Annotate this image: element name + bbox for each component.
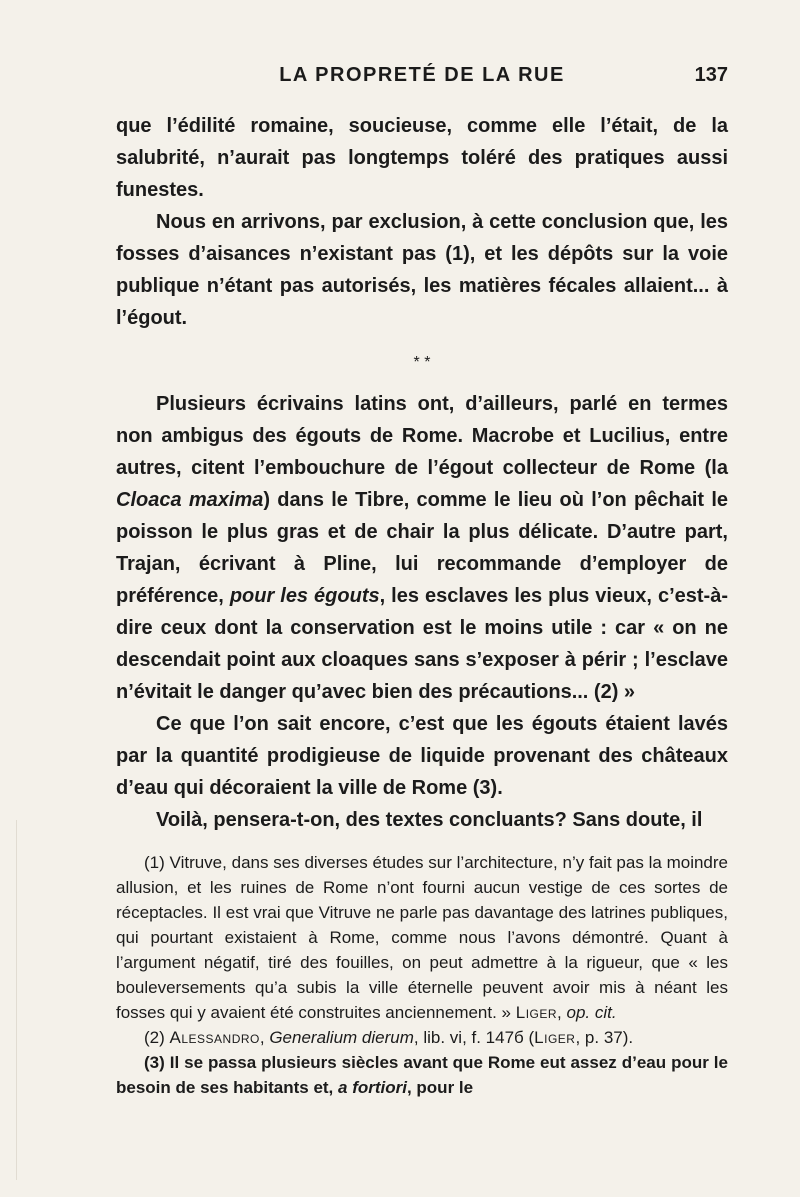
paragraph-3-part-a: Plusieurs écrivains latins ont, d’ailleurs, parlé en termes non ambigus des égouts de Rome. Macrobe et Lucilius, entre autres, citent l’embouchure de l’égout collecteur de Rome (la [116,393,728,479]
cloaca-maxima: Cloaca maxima [116,489,264,511]
footnote-1-author: Liger [515,1003,558,1022]
paragraph-4: Ce que l’on sait encore, c’est que les égouts étaient lavés par la quantité prodigieuse de liquide provenant des châteaux d’eau qui décoraient la ville de Rome (3). [116,713,728,799]
section-separator: * * [413,354,431,371]
pour-les-egouts: pour les égouts [229,585,380,607]
footnotes [116,850,728,1100]
paragraph-2: Nous en arrivons, par exclusion, à cette conclusion que, les fosses d’aisances n’existant pas (1), et les dépôts sur la voie publique n’étant pas autorisés, les matières fécales allaient... à l’égout. [116,211,728,329]
footnote-2-author: Alessandro [169,1028,260,1047]
paragraph-1: que l’édilité romaine, soucieuse, comme elle l’était, de la salubrité, n’aurait pas longtemps toléré des pratiques aussi funestes. [116,115,728,201]
footnote-2-suffix: , lib. vi, f. 147б ( [413,1028,535,1047]
footnote-3-text: (3) Il se passa plusieurs siècles avant que Rome eut assez d’eau pour le besoin de ses habitants et, [116,1053,728,1097]
paragraph-5: Voilà, pensera-t-on, des textes concluants? Sans doute, il [156,809,703,831]
footnote-2-mid: , [259,1028,270,1047]
footnote-2-liger: Liger [534,1028,576,1047]
footnote-2-title: Generalium dierum [269,1028,414,1047]
footnote-2-prefix: (2) [144,1028,170,1047]
page-number: 137 [694,64,728,86]
paragraph-3 [116,388,728,708]
footnote-3-italic: a fortiori [338,1078,407,1097]
main-text [116,110,728,1100]
footnote-3 [116,1050,728,1100]
footnote-3-end: , pour le [406,1078,474,1097]
paragraph-3-part-c: , les esclaves les plus vieux, c’est-à-dire ceux dont la conservation est le moins utile : car « on ne descendait point aux cloaques sans s’exposer à périr ; l’esclave n’évitait le danger qu’avec bien des précautions... (2) » [116,585,728,703]
running-header [116,64,728,94]
footnote-2-end: , p. 37). [575,1028,634,1047]
running-title: LA PROPRETÉ DE LA RUE [279,64,565,86]
paragraph-3-part-b: ) dans le Tibre, comme le lieu où l’on pêchait le poisson le plus gras et de chair la plus délicate. D’autre part, Trajan, écrivant à Pline, lui recommande d’employer de préférence, [116,489,728,607]
page-edge-line [16,820,17,1180]
footnote-1-opcit: op. cit. [566,1003,617,1022]
footnote-1-sep: , [557,1003,567,1022]
footnote-2 [116,1025,728,1050]
footnote-1-text: (1) Vitruve, dans ses diverses études sur l’architecture, n’y fait pas la moindre allusion, et les ruines de Rome n’ont fourni aucun vestige de ces sortes de réceptacles. Il est vrai que Vitruve ne parle pas davantage des latrines publiques, qui pourtant existaient à Rome, comme nous l’avons démontré. Quant à l’argument négatif, tiré des fouilles, on peut admettre à la rigueur, que « les bouleversements qu’a subis la ville éternelle peuvent avoir mis à néant les fosses qui y avaient été construites anciennement. » [116,853,728,1022]
footnote-1 [116,850,728,1025]
